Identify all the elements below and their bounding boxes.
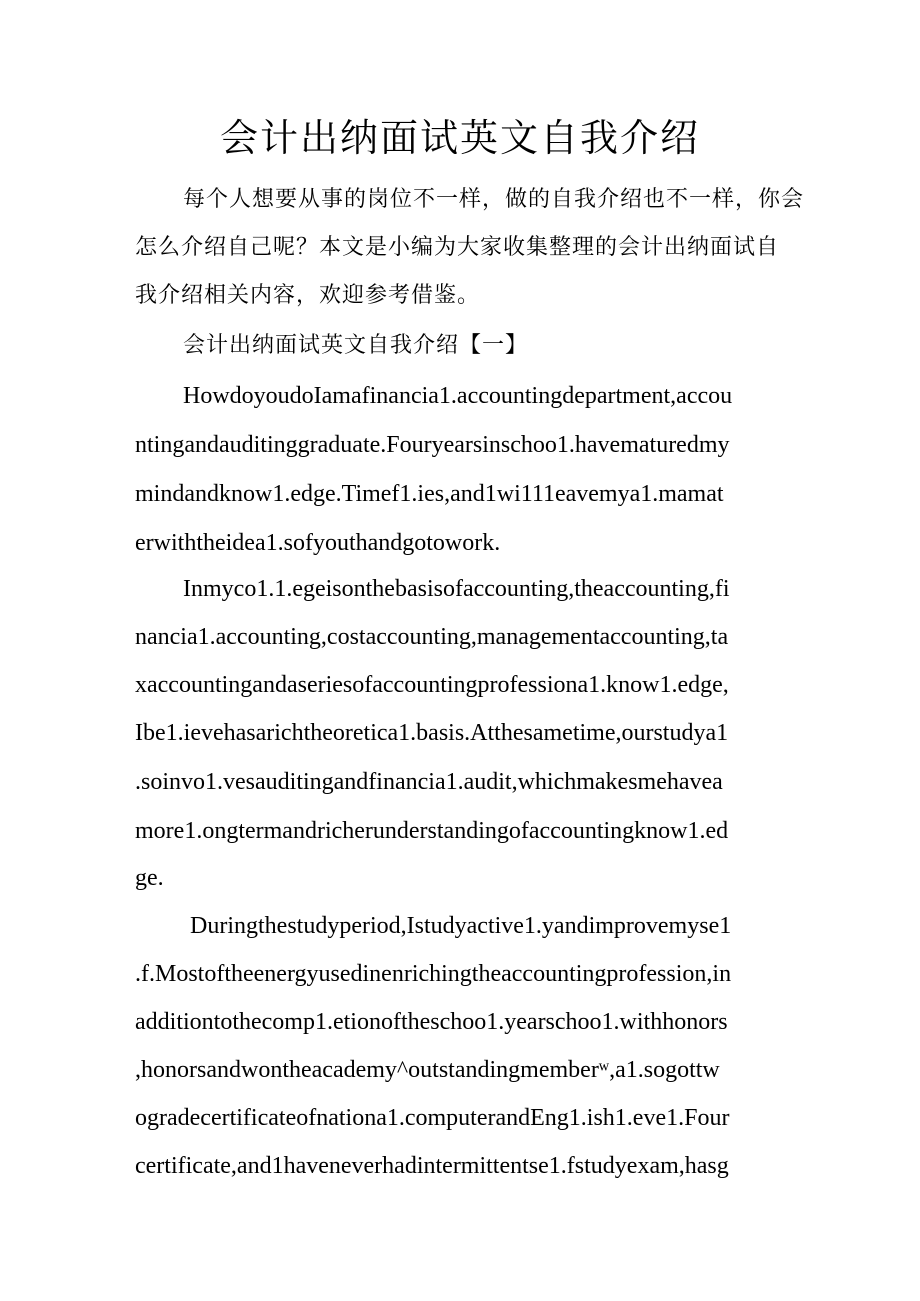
intro-line-1: 每个人想要从事的岗位不一样，做的自我介绍也不一样，你会 (183, 187, 805, 212)
paragraph-2-line-6: more1.ongtermandricherunderstandingofaccountingknow1.ed (135, 818, 729, 844)
paragraph-2-line-1: Inmyco1.1.egeisonthebasisofaccounting,theaccounting,fi (183, 576, 730, 602)
paragraph-3-line-4: ,honorsandwontheacademy^outstandingmemberʷ,a1.sogottw (135, 1057, 720, 1083)
paragraph-1-line-3: mindandknow1.edge.Timef1.ies,and1wi111eavemya1.mamat (135, 481, 724, 507)
page-title: 会计出纳面试英文自我介绍 (219, 116, 700, 160)
paragraph-1-line-4: erwiththeidea1.sofyouthandgotowork. (135, 530, 501, 556)
intro-line-2: 怎么介绍自己呢？本文是小编为大家收集整理的会计出纳面试自 (135, 235, 780, 260)
paragraph-2-line-3: xaccountingandaseriesofaccountingprofessiona1.know1.edge, (135, 672, 729, 698)
paragraph-3-line-6: certificate,and1haveneverhadintermittentse1.fstudyexam,hasg (135, 1153, 729, 1179)
intro-line-3: 我介绍相关内容，欢迎参考借鉴。 (135, 283, 481, 308)
paragraph-3-line-3: additiontothecomp1.etionoftheschoo1.yearschoo1.withhonors (135, 1009, 728, 1035)
paragraph-2-line-5: .soinvo1.vesauditingandfinancia1.audit,whichmakesmehavea (135, 769, 723, 795)
paragraph-3-line-1: Duringthestudyperiod,Istudyactive1.yandimprovemyse1 (190, 913, 732, 939)
paragraph-2-line-7: ge. (135, 865, 164, 891)
paragraph-1-line-1: HowdoyoudoIamafinancia1.accountingdepartment,accou (183, 383, 733, 409)
paragraph-2-line-4: Ibe1.ievehasarichtheoretica1.basis.Atthesametime,ourstudya1 (135, 720, 729, 746)
paragraph-3-line-5: ogradecertificateofnationa1.computerandEng1.ish1.eve1.Four (135, 1105, 730, 1131)
paragraph-2-line-2: nancia1.accounting,costaccounting,managementaccounting,ta (135, 624, 729, 650)
paragraph-1-line-2: ntingandauditinggraduate.Fouryearsinschoo1.havematuredmy (135, 432, 730, 458)
paragraph-3-line-2: .f.Mostoftheenergyusedinenrichingtheaccountingprofession,in (135, 961, 732, 987)
section-heading: 会计出纳面试英文自我介绍【一】 (183, 333, 529, 358)
